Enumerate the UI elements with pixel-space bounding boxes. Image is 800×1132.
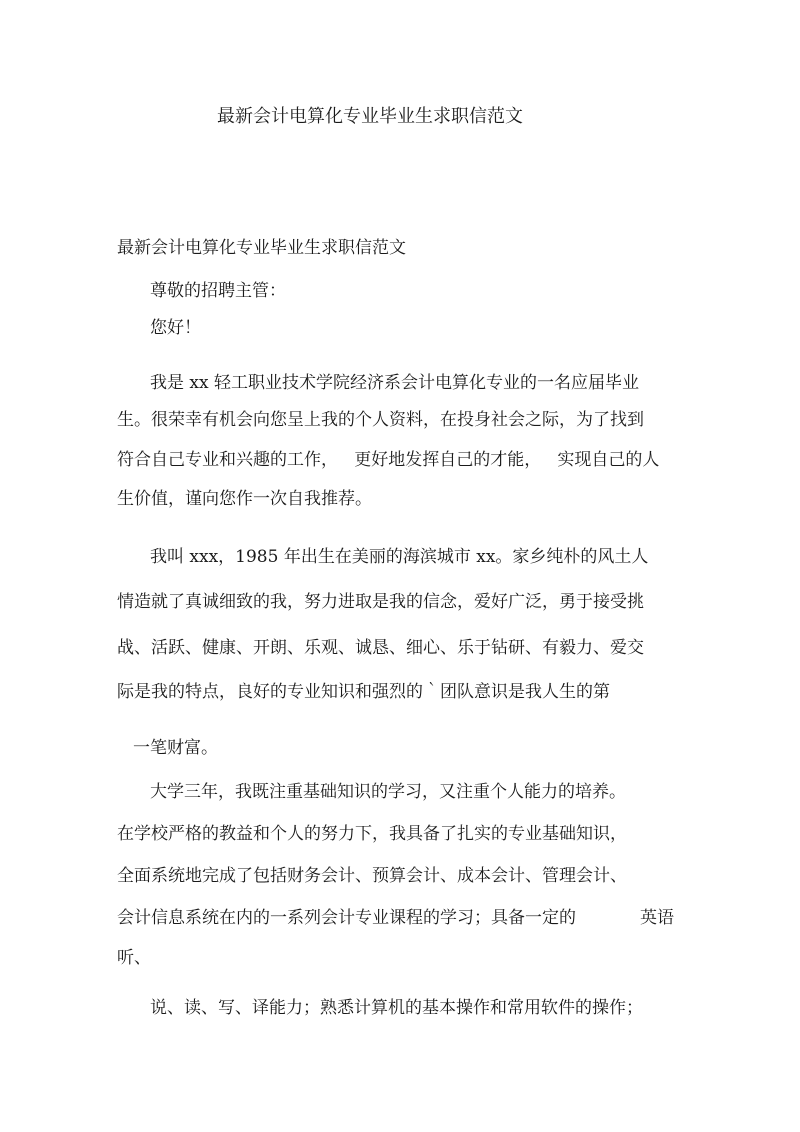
greeting: 您好！ <box>150 318 201 338</box>
paragraph-line: 一笔财富。 <box>133 738 218 758</box>
paragraph-line: 生价值，谨向您作一次自我推荐。 <box>117 489 372 509</box>
paragraph-line: 生。很荣幸有机会向您呈上我的个人资料，在投身社会之际，为了找到 <box>117 410 644 430</box>
paragraph-line: 全面系统地完成了包括财务会计、预算会计、成本会计、管理会计、 <box>117 866 627 886</box>
paragraph-line: 战、活跃、健康、开朗、乐观、诚恳、细心、乐于钻研、有毅力、爱交 <box>117 638 644 658</box>
paragraph-line: 符合自己专业和兴趣的工作， 更好地发挥自己的才能， 实现自己的人 <box>117 450 660 470</box>
paragraph-line: 情造就了真诚细致的我，努力进取是我的信念，爱好广泛，勇于接受挑 <box>117 592 644 612</box>
paragraph-line: 会计信息系统在内的一系列会计专业课程的学习；具备一定的 <box>117 908 576 928</box>
paragraph-line: 听、 <box>117 948 151 968</box>
paragraph-line: 大学三年，我既注重基础知识的学习，又注重个人能力的培养。 <box>150 782 626 802</box>
paragraph-line: 我是 xx 轻工职业技术学院经济系会计电算化专业的一名应届毕业 <box>150 373 639 393</box>
salutation: 尊敬的招聘主管： <box>150 281 286 301</box>
paragraph-line: 说、读、写、译能力；熟悉计算机的基本操作和常用软件的操作； <box>150 998 643 1018</box>
paragraph-fragment: 英语 <box>640 908 674 928</box>
page-title: 最新会计电算化专业毕业生求职信范文 <box>217 106 523 127</box>
letter-heading: 最新会计电算化专业毕业生求职信范文 <box>117 238 406 258</box>
paragraph-line: 际是我的特点，良好的专业知识和强烈的｀团队意识是我人生的第 <box>117 682 610 702</box>
paragraph-line: 我叫 xxx，1985 年出生在美丽的海滨城市 xx。家乡纯朴的风土人 <box>150 547 649 567</box>
paragraph-line: 在学校严格的教益和个人的努力下，我具备了扎实的专业基础知识， <box>117 824 627 844</box>
